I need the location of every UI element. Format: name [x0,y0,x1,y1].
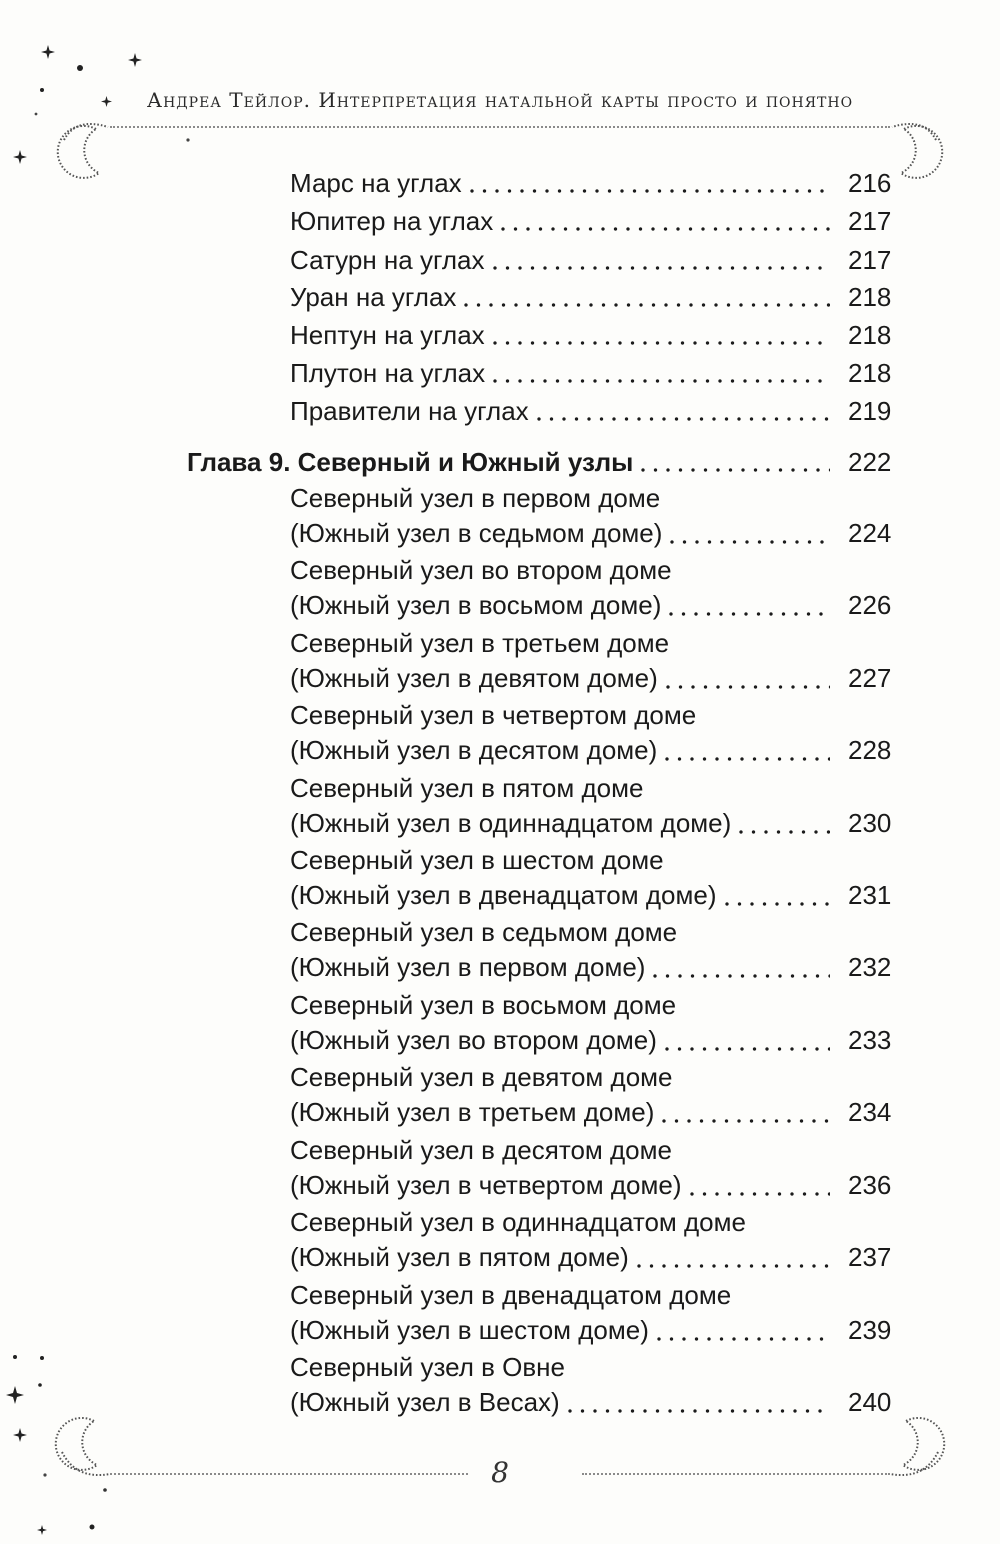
toc-entry-subtitle: (Южный узел в пятом доме) [290,1242,629,1272]
toc-entry-subtitle: (Южный узел в седьмом доме) [290,518,663,548]
toc-entry-page: 217 [848,245,892,275]
leader-dots [537,394,830,428]
leader-dots [493,356,830,390]
star-icon [13,1428,27,1442]
toc-entry-title: Северный узел в десятом доме [290,1135,672,1165]
toc-entry-subtitle: (Южный узел в двенадцатом доме) [290,880,717,910]
page-number: 8 [491,1456,509,1489]
toc-entry-subtitle: (Южный узел в десятом доме) [290,735,658,765]
crescent-moon-icon [890,1418,944,1475]
toc-entry-page: 226 [848,590,892,620]
toc-entry-subtitle: (Южный узел в первом доме) [290,952,646,982]
toc-entry [290,356,892,390]
toc-entry [290,698,892,768]
toc-entry-page: 228 [848,735,892,765]
toc-entry-subtitle: (Южный узел в третьем доме) [290,1097,655,1127]
toc-entry [290,394,892,428]
leader-dots [666,661,830,696]
chapter-title: Глава 9. Северный и Южный узлы [187,447,634,477]
toc-entry [290,166,892,200]
toc-entry [290,280,892,314]
toc-entry [290,1133,892,1203]
leader-dots [657,1313,830,1348]
toc-entry-title: Северный узел в девятом доме [290,1062,673,1092]
toc-entry-title: Северный узел во втором доме [290,555,672,585]
toc-entry-subtitle: (Южный узел в шестом доме) [290,1315,649,1345]
toc-entry-page: 231 [848,880,892,910]
toc-entry [290,1278,892,1348]
star-icon [41,45,55,59]
leader-dots [501,204,830,238]
toc-entry [290,626,892,696]
toc-entry-page: 216 [848,168,892,198]
toc-entry-title: Уран на углах [290,282,457,312]
toc-entry-title: Северный узел в первом доме [290,483,661,513]
toc-entry-title: Северный узел в пятом доме [290,773,644,803]
toc-entry [290,1060,892,1130]
toc-entry-title: Северный узел в седьмом доме [290,917,678,947]
toc-entry-page: 218 [848,282,892,312]
toc-entry [290,481,892,551]
star-dot-icon [103,1488,107,1492]
toc-entry-title: Правители на углах [290,396,529,426]
leader-dots [470,166,830,200]
toc-entry-page: 232 [848,952,892,982]
footer-rule-left [110,1473,468,1475]
toc-entry-title: Северный узел в восьмом доме [290,990,677,1020]
toc-entry-page: 218 [848,320,892,350]
toc-entry-subtitle: (Южный узел в одиннадцатом доме) [290,808,732,838]
toc-entry-title: Северный узел в четвертом доме [290,700,697,730]
toc-entry-title: Плутон на углах [290,358,486,388]
leader-dots [568,1385,830,1420]
running-head: Андреа Тейлор. Интерпретация натальной карты просто и понятно [146,88,854,112]
star-icon [37,1525,47,1535]
toc-entry [290,1205,892,1275]
leader-dots [670,516,830,551]
toc-entry-page: 217 [848,206,892,236]
toc-entry [290,553,892,623]
leader-dots [725,878,831,913]
toc-entry-subtitle: (Южный узел в четвертом доме) [290,1170,682,1200]
toc-entry-page: 224 [848,518,892,548]
toc-entry-title: Северный узел в третьем доме [290,628,670,658]
toc-entry-title: Сатурн на углах [290,245,485,275]
leader-dots [493,318,830,352]
toc-entry-page: 240 [848,1387,892,1417]
star-icon [128,53,142,67]
star-dot-icon [186,138,189,141]
toc-entry-page: 237 [848,1242,892,1272]
star-dot-icon [90,1525,95,1530]
toc-entry-page: 230 [848,808,892,838]
toc-entry-title: Северный узел в одиннадцатом доме [290,1207,746,1237]
toc-entry [290,204,892,238]
leader-dots [739,806,830,841]
leader-dots [464,280,830,314]
star-dot-icon [38,1383,42,1387]
star-dot-icon [13,1355,17,1359]
toc-entry-page: 233 [848,1025,892,1055]
toc-entry-subtitle: (Южный узел во втором доме) [290,1025,657,1055]
star-icon [13,150,27,164]
toc-entry-page: 219 [848,396,892,426]
toc-entry-title: Марс на углах [290,168,462,198]
toc-entry-page: 236 [848,1170,892,1200]
toc-entry [290,243,892,277]
crescent-moon-icon [892,124,942,178]
toc-chapter-entry [187,445,892,479]
toc-entry-subtitle: (Южный узел в девятом доме) [290,663,658,693]
toc-entry-title: Северный узел в шестом доме [290,845,664,875]
toc-entry [290,915,892,985]
toc-entry-subtitle: (Южный узел в Весах) [290,1387,560,1417]
leader-dots [662,1095,830,1130]
leader-dots [641,445,830,479]
toc-entry-page: 239 [848,1315,892,1345]
toc-entry-title: Нептун на углах [290,320,485,350]
star-icon [6,1386,24,1404]
header-rule [110,126,890,128]
toc-entry-subtitle: (Южный узел в восьмом доме) [290,590,662,620]
leader-dots [669,588,830,623]
toc-entry [290,771,892,841]
star-dot-icon [77,65,83,71]
leader-dots [665,1023,830,1058]
star-dot-icon [40,1356,44,1360]
toc-entry [290,1350,892,1420]
star-dot-icon [43,1473,46,1476]
toc-entry-page: 227 [848,663,892,693]
leader-dots [493,243,831,277]
leader-dots [653,950,830,985]
leader-dots [637,1240,830,1275]
toc-entry-title: Северный узел в Овне [290,1352,565,1382]
chapter-page: 222 [848,447,892,477]
toc-entry [290,318,892,352]
leader-dots [665,733,830,768]
crescent-moon-icon [56,1418,110,1475]
toc-entry-page: 218 [848,358,892,388]
toc-entry [290,988,892,1058]
toc-entry [290,843,892,913]
toc-entry-page: 234 [848,1097,892,1127]
footer-rule-right [582,1473,890,1475]
leader-dots [690,1168,831,1203]
toc-entry-title: Северный узел в двенадцатом доме [290,1280,732,1310]
toc-entry-title: Юпитер на углах [290,206,494,236]
crescent-moon-icon [58,124,108,178]
